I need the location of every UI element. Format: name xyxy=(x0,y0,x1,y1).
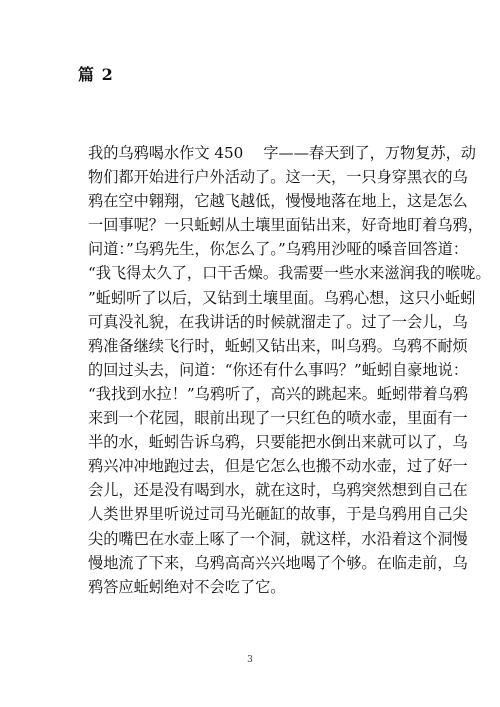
text-line: 人类世界里听说过司马光砸缸的故事，于是乌鸦用自己尖 xyxy=(88,505,468,524)
text-line: 物们都开始进行户外活动了。这一天，一只身穿黑衣的乌 xyxy=(88,168,468,187)
section-heading: 篇 2 xyxy=(78,65,114,84)
text-line: 我的乌鸦喝水作文 450 字——春天到了，万物复苏，动 xyxy=(88,144,476,162)
text-line: 的回过头去，问道：“你还有什么事吗？”蚯蚓自豪地说： xyxy=(88,360,469,379)
text-line: 问道：”乌鸦先生，你怎么了。”乌鸦用沙哑的嗓音回答道： xyxy=(88,240,469,259)
text-line: 一回事呢？一只蚯蚓从土壤里面钻出来，好奇地盯着乌鸦， xyxy=(88,216,483,235)
text-line: 慢地流了下来，乌鸦高高兴兴地喝了个够。在临走前，乌 xyxy=(88,553,468,572)
essay-body xyxy=(88,141,491,599)
text-line: 鸦兴冲冲地跑过去，但是它怎么也搬不动水壶，过了好一 xyxy=(88,457,468,476)
text-line: 会儿，还是没有喝到水，就在这时，乌鸦突然想到自己在 xyxy=(88,481,468,500)
page-number: 3 xyxy=(247,655,253,665)
text-line: 半的水，蚯蚓告诉乌鸦，只要能把水倒出来就可以了，乌 xyxy=(88,433,468,452)
text-line: 尖的嘴巴在水壶上啄了一个洞，就这样，水沿着这个洞慢 xyxy=(88,529,468,548)
text-line: “我找到水拉！”乌鸦听了，高兴的跳起来。蚯蚓带着乌鸦 xyxy=(88,384,469,403)
text-line: “我飞得太久了，口干舌燥。我需要一些水来滋润我的喉咙。 xyxy=(88,264,491,283)
text-line: 鸦答应蚯蚓绝对不会吃了它。 xyxy=(88,577,286,596)
text-line: 鸦在空中翱翔，它越飞越低，慢慢地落在地上，这是怎么 xyxy=(88,192,468,211)
text-line: 来到一个花园，眼前出现了一只红色的喷水壶，里面有一 xyxy=(88,409,468,428)
text-line: ”蚯蚓听了以后，又钻到土壤里面。乌鸦心想，这只小蚯蚓 xyxy=(88,288,476,307)
text-line: 可真没礼貌，在我讲话的时候就溜走了。过了一会儿，乌 xyxy=(88,312,468,331)
text-line: 鸦准备继续飞行时，蚯蚓又钻出来，叫乌鸦。乌鸦不耐烦 xyxy=(88,336,468,355)
